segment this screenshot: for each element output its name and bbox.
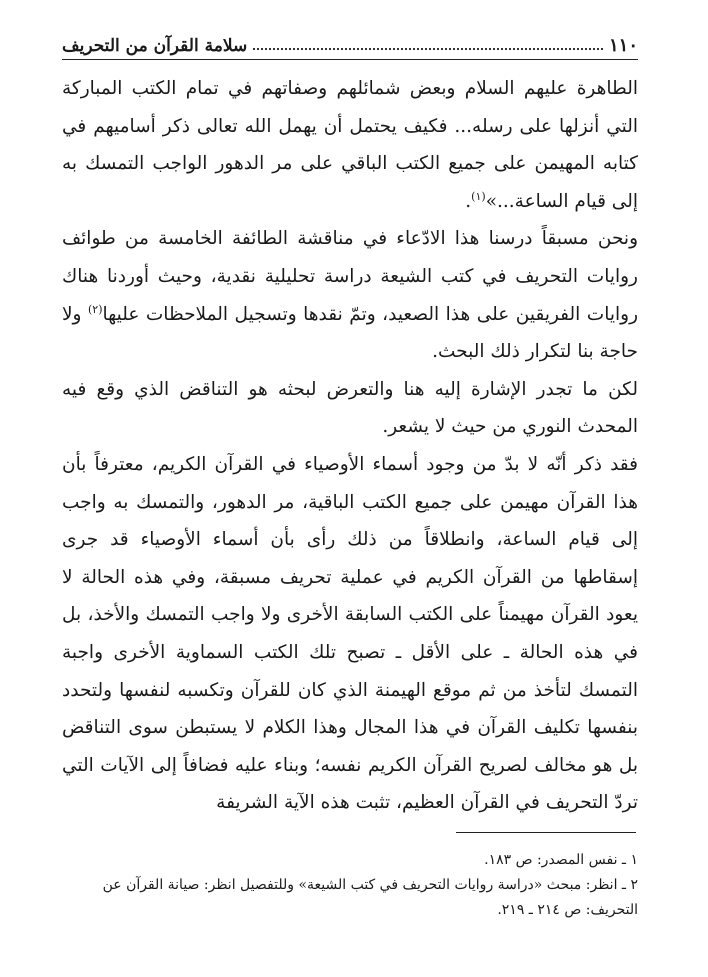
running-title: سلامة القرآن من التحريف [62, 36, 248, 56]
paragraph-2 [62, 220, 638, 370]
paragraph-2-tail: ولا حاجة بنا لتكرار ذلك البحث. [62, 303, 638, 363]
running-header [62, 28, 638, 56]
paragraph-2-text: ونحن مسبقاً درسنا هذا الادّعاء في مناقشة الطائفة الخامسة من طوائف روايات التحريف في كتب الشيعة دراسة تحليلية نقدية، وحيث أوردنا هناك روايات الفريقين على هذا الصعيد، وتمّ نقدها وتسجيل الملاحظات عليها [62, 228, 639, 325]
footnote-1: ١ ـ نفس المصدر: ص ١٨٣. [484, 852, 638, 868]
footnote-separator [456, 832, 636, 833]
paragraph-1-text: الطاهرة عليهم السلام وبعض شمائلهم وصفاتهم في تمام الكتب المباركة التي أنزلها على رسله... فكيف يحتمل أن يهمل الله تعالى ذكر أساميهم في كتابه المهيمن على جميع الكتب الباقي على مر الدهور الواجب التمسك به إلى قيام الساعة...» [62, 78, 638, 212]
footnote-ref-1[interactable]: (١) [471, 189, 486, 203]
footnote-ref-2[interactable]: (٢) [87, 302, 103, 316]
page-number: ١١٠ [608, 35, 638, 56]
body-text [62, 70, 638, 822]
header-rule [62, 59, 638, 60]
footnote-2: ٢ ـ انظر: مبحث «دراسة روايات التحريف في كتب الشيعة» وللتفصيل انظر: صيانة القرآن عن التحريف: ص ٢١٤ ـ ٢١٩. [102, 877, 638, 918]
paragraph-1 [62, 70, 638, 220]
paragraph-4 [62, 446, 638, 822]
paragraph-3 [62, 371, 638, 446]
paragraph-3-text: لكن ما تجدر الإشارة إليه هنا والتعرض لبحثه هو التناقض الذي وقع فيه المحدث النوري من حيث لا يشعر. [62, 378, 638, 438]
header-dot-leader [253, 48, 603, 50]
paragraph-1-tail: . [465, 190, 472, 212]
paragraph-4-text: فقد ذكر أنّه لا بدّ من وجود أسماء الأوصياء في القرآن الكريم، معترفاً بأن هذا القرآن مهيمن على جميع الكتب الباقية، مر الدهور، والتمسك به واجب إلى قيام الساعة، وانطلاقاً من ذلك رأى بأن أسماء الأوصياء قد جرى إسقاطها من القرآن الكريم في عملية تحريف مسبقة، وفي هذه الحالة لا يعود القرآن مهيمناً على الكتب السابقة الأخرى ولا واجب التمسك والأخذ، بل في هذه الحالة ـ على الأقل ـ تصبح تلك الكتب السماوية الأخرى واجبة التمسك لتأخذ من ثم موقع الهيمنة الذي كان للقرآن وتكسبه لنفسها ولتحدد بنفسها تكليف القرآن في هذا المجال وهذا الكلام لا يستبطن سوى التناقض بل هو مخالف لصريح القرآن الكريم نفسه؛ وبناء عليه فضافاً إلى الآيات التي تردّ التحريف في القرآن العظيم، تثبت هذه الآية الشريفة [62, 453, 638, 814]
footnotes [62, 848, 638, 923]
